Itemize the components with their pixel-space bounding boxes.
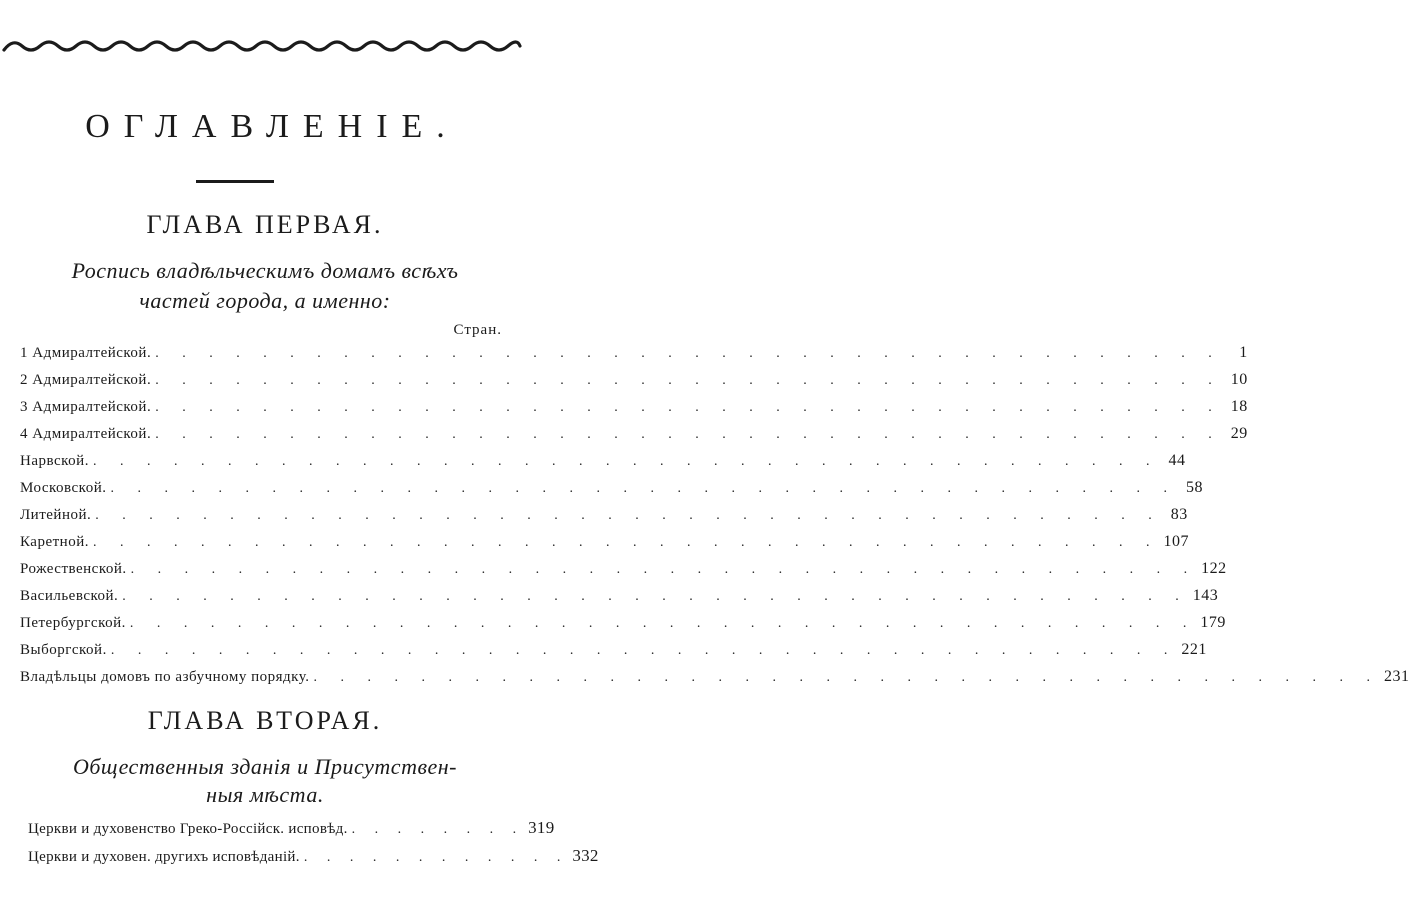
leader-dots: . . . . . . . . . . . . . . . . . . . . . . . . . . . . . . . . . . . . . . . . xyxy=(92,454,1160,469)
leader-dots: . . . . . . . . . . . . . . . . . . . . . . . . . . . . . . . . . . . . . . . . xyxy=(110,643,1178,658)
toc-entry[interactable] xyxy=(20,641,1207,667)
toc-entry-page: 58 xyxy=(1185,479,1203,496)
chapter2-title: ГЛАВА ВТОРАЯ. xyxy=(147,706,383,735)
toc-entry[interactable] xyxy=(20,668,1410,694)
toc-entry-page: 1 xyxy=(1239,344,1248,361)
leader-dots: . . . . . . . . . . . . xyxy=(303,850,569,865)
leader-dots: . . . . . . . . . . . . . . . . . . . . . . . . . . . . . . . . . . . . . . . . xyxy=(110,481,1177,496)
leader-dots: . . . . . . . . . . . . . . . . . . . . . . . . . . . . . . . . . . . . . . . . xyxy=(155,427,1222,442)
toc-entry-name: Петербургской. xyxy=(20,615,126,631)
leader-dots: . . . . . . . . . . . . . . . . . . . . . . . . . . . . . . . . . . . . . . . . xyxy=(129,616,1197,631)
toc-entry-page: 10 xyxy=(1230,371,1248,388)
chapter1-subtitle-line1: Роспись владѣльческимъ домамъ всѣхъ xyxy=(71,258,459,283)
toc-entry-page: 122 xyxy=(1201,560,1227,577)
chapter2-subtitle-line1: Общественныя зданія и Присутствен- xyxy=(72,754,458,779)
toc-entry-name: Васильевской. xyxy=(20,588,119,604)
toc-entry-name: Владѣльцы домовъ по азбучному порядку. xyxy=(20,669,310,685)
chapter1-title: ГЛАВА ПЕРВАЯ. xyxy=(146,210,384,239)
toc-entry-name: 4 Адмиралтейской. xyxy=(20,426,152,442)
leader-dots: . . . . . . . . . . . . . . . . . . . . . . . . . . . . . . . . . . . . . . . . xyxy=(122,589,1189,604)
toc-entry-name: Литейной. xyxy=(20,507,92,523)
toc-entry-page: 231 xyxy=(1384,668,1410,685)
toc-entry[interactable] xyxy=(20,371,1248,397)
toc-entry[interactable] xyxy=(20,533,1189,559)
toc-entry[interactable] xyxy=(20,344,1248,370)
toc-entry-page: 107 xyxy=(1163,533,1189,550)
toc-entry[interactable] xyxy=(20,587,1219,613)
toc-entry-name: Рожественской. xyxy=(20,561,127,577)
toc-entry-page: 29 xyxy=(1230,425,1248,442)
leader-dots: . . . . . . . . . . . . . . . . . . . . . . . . . . . . . . . . . . . . . . . . xyxy=(155,373,1222,388)
toc-entry-name: 3 Адмиралтейской. xyxy=(20,399,152,415)
leader-dots: . . . . . . . . . . . . . . . . . . . . . . . . . . . . . . . . . . . . . . . . xyxy=(92,535,1160,550)
title-divider xyxy=(196,180,274,183)
toc-entry[interactable] xyxy=(20,560,1227,586)
page-title: ОГЛАВЛЕНІЕ. xyxy=(85,108,459,145)
toc-entry-page: 319 xyxy=(528,818,555,837)
toc-entry-page: 83 xyxy=(1170,506,1188,523)
toc-entry-page: 221 xyxy=(1181,641,1207,658)
toc-entry-name: Каретной. xyxy=(20,534,89,550)
toc-entry[interactable] xyxy=(28,818,555,844)
toc-entry-name: Нарвской. xyxy=(20,453,89,469)
chapter2-subtitle-line2: ныя мѣста. xyxy=(206,782,324,807)
leader-dots: . . . . . . . . . . . . . . . . . . . . . . . . . . . . . . . . . . . . . . . . xyxy=(155,400,1222,415)
toc-entry-page: 18 xyxy=(1230,398,1248,415)
toc-entry[interactable] xyxy=(20,398,1248,424)
toc-entry[interactable] xyxy=(20,425,1248,451)
page-column-label: Стран. xyxy=(453,322,502,338)
toc-entry[interactable] xyxy=(20,506,1188,532)
toc-entry[interactable] xyxy=(20,452,1186,478)
toc-entry-page: 179 xyxy=(1200,614,1226,631)
ornamental-border xyxy=(4,36,526,58)
toc-entry[interactable] xyxy=(28,846,599,872)
toc-entry-name: 2 Адмиралтейской. xyxy=(20,372,152,388)
toc-entry-name: Московской. xyxy=(20,480,107,496)
toc-entry-name: Церкви и духовен. другихъ исповѣданій. xyxy=(28,849,300,865)
toc-entry-name: 1 Адмиралтейской. xyxy=(20,345,152,361)
leader-dots: . . . . . . . . . . . . . . . . . . . . . . . . . . . . . . . . . . . . . . . . xyxy=(130,562,1198,577)
toc-entry-name: Выборгской. xyxy=(20,642,107,658)
toc-entry-name: Церкви и духовенство Греко-Россійск. исповѣд. xyxy=(28,821,348,837)
toc-entry-page: 143 xyxy=(1192,587,1219,604)
toc-entry-page: 44 xyxy=(1168,452,1186,469)
leader-dots: . . . . . . . . xyxy=(351,822,525,837)
toc-entry[interactable] xyxy=(20,614,1226,640)
chapter1-subtitle-line2: частей города, а именно: xyxy=(139,288,391,313)
leader-dots: . . . . . . . . . . . . . . . . . . . . . . . . . . . . . . . . . . . . . . . . xyxy=(95,508,1162,523)
leader-dots: . . . . . . . . . . . . . . . . . . . . . . . . . . . . . . . . . . . . . . . . xyxy=(313,670,1380,685)
leader-dots: . . . . . . . . . . . . . . . . . . . . . . . . . . . . . . . . . . . . . . . . xyxy=(155,346,1222,361)
toc-entry-page: 332 xyxy=(572,846,599,865)
toc-entry[interactable] xyxy=(20,479,1203,505)
